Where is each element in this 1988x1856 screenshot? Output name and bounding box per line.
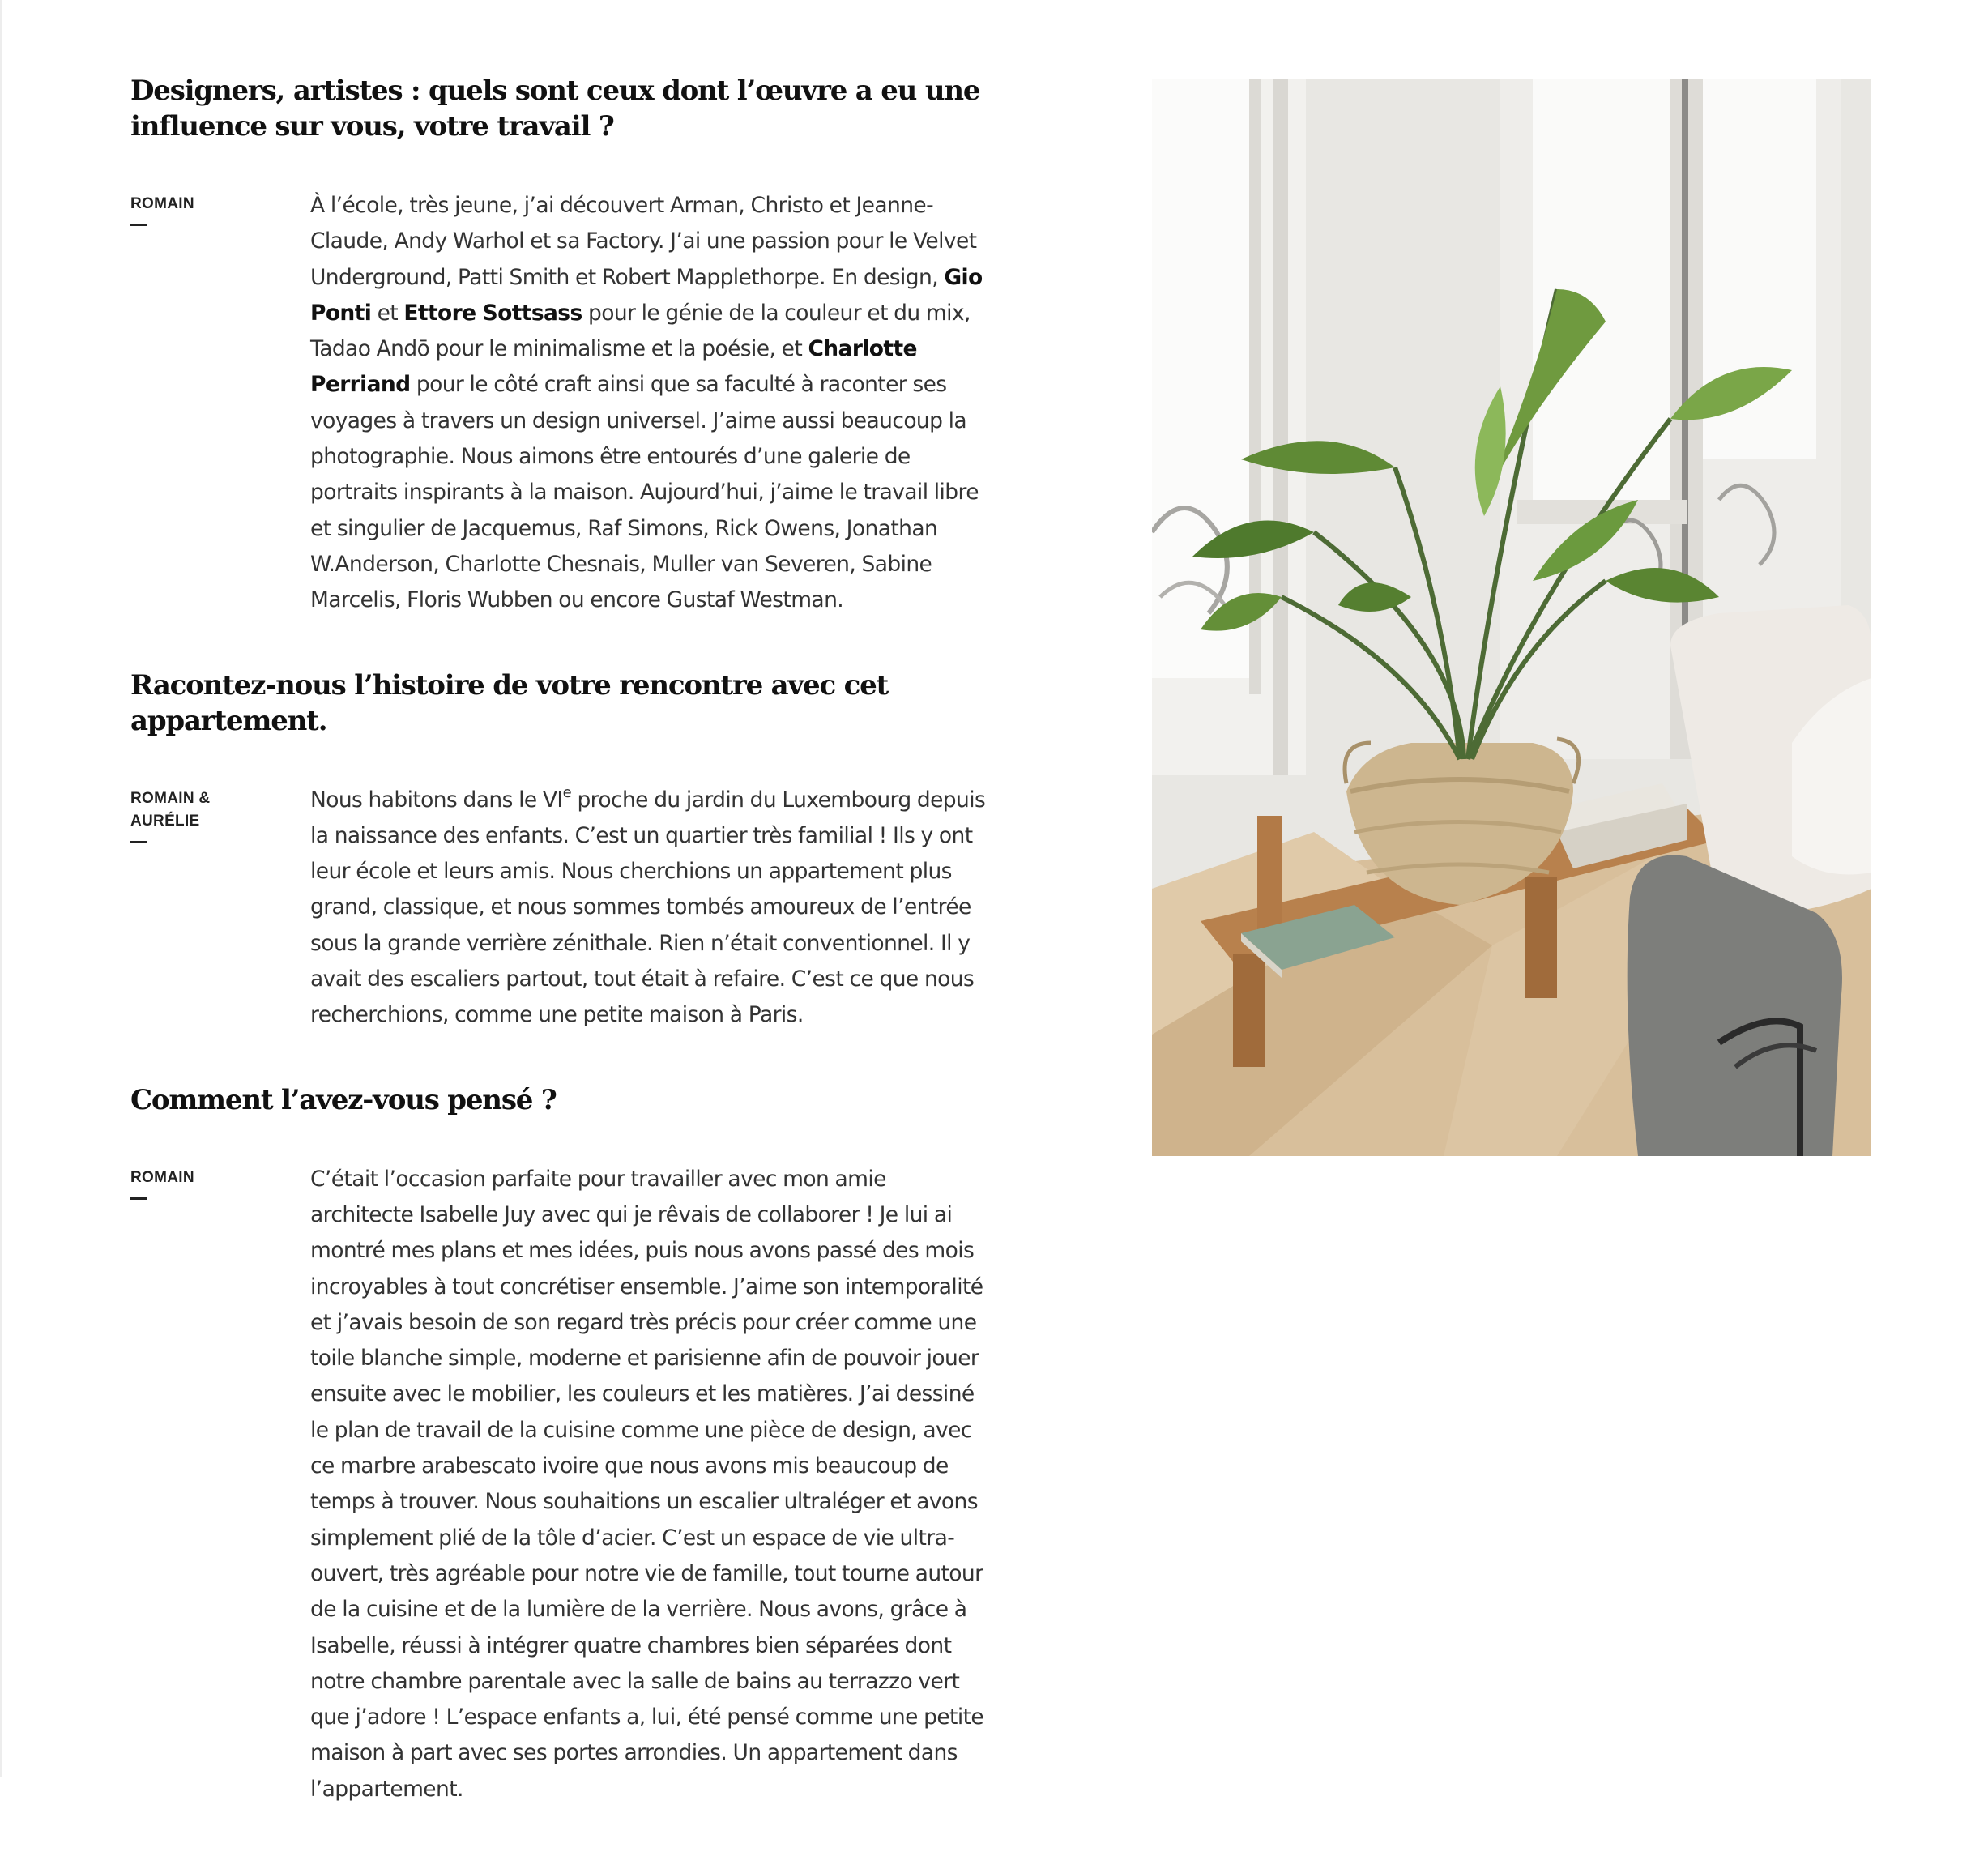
speaker-label [130,787,268,843]
speaker-dash [130,1197,147,1200]
page-edge-divider [0,0,2,1777]
interior-photo [1152,79,1871,1156]
answer-highlight-name: Charlotte Perriand [310,336,917,398]
question-heading-influences: Designers, artistes : quels sont ceux dont l’œuvre a eu une influence sur vous, votre travail ? [130,75,980,143]
answer-text-part: Nous habitons dans le VI [310,787,563,813]
answer-text-part: C’était l’occasion parfaite pour travailler avec mon amie architecte Isabelle Juy avec qui je rêvais de collaborer ! Je lui ai montré mes plans et mes idées, puis nous avons passé des mois incroyables à tout concrétiser ensemble. J’aime son intemporalité et j’avais besoin de son regard très précis pour créer comme une toile blanche simple, moderne et parisienne afin de pouvoir jouer ensuite avec le mobilier, les couleurs et les matières. J’ai dessiné le plan de travail de la cuisine comme une pièce de design, avec ce marbre arabescato ivoire que nous avons mis beaucoup de temps à trouver. Nous souhaitions un escalier ultraléger et avons simplement plié de la tôle d’acier. C’est un espace de vie ultra-ouvert, très agréable pour notre vie de famille, tout tourne autour de la cuisine et de la lumière de la verrière. Nous avons, grâce à Isabelle, réussi à intégrer quatre chambres bien séparées dont notre chambre parentale avec la salle de bains au terrazzo vert que j’adore ! L’espace enfants a, lui, été pensé comme une petite maison à part avec ses portes arrondies. Un appartement dans l’appartement. [310,1166,984,1802]
answer-text-part: pour le côté craft ainsi que sa faculté à raconter ses voyages à travers un design universel. J’aime aussi beaucoup la photographie. Nous aimons être entourés d’une galerie de portraits inspirants à la maison. Aujourd’hui, j’aime le travail libre et singulier de Jacquemus, Raf Simons, Rick Owens, Jonathan W.Anderson, Charlotte Chesnais, Muller van Severen, Sabine Marcelis, Floris Wubben ou encore Gustaf Westman. [310,372,979,613]
speaker-name: ROMAIN [130,1168,194,1186]
answer-superscript: e [562,783,572,801]
answer-text [310,188,989,619]
answer-highlight-name: Gio Ponti [310,264,983,326]
answer-text-part: pour le génie de la couleur et du mix, Tadao Andō pour le minimalisme et la poésie, et [310,300,971,362]
interview-column [130,73,989,1856]
speaker-label [130,193,268,226]
answer-block-apartment-story [130,783,989,1034]
speaker-dash [130,841,147,843]
question-heading-apartment-story: Racontez-nous l’histoire de votre rencontre avec cet appartement. [130,668,889,737]
answer-text-part: proche du jardin du Luxembourg depuis la naissance des enfants. C’est un quartier très familial ! Ils y ont leur école et leurs amis. Nous cherchions un appartement plus grand, classique, et nous sommes tombés amoureux de l’entrée sous la grande verrière zénithale. Rien n’était conventionnel. Il y avait des escaliers partout, tout était à refaire. C’est ce que nous recherchions, comme une petite maison à Paris. [310,787,986,1028]
speaker-name: AURÉLIE [130,812,200,830]
answer-highlight-name: Ettore Sottsass [403,300,582,326]
answer-text [310,1162,989,1807]
answer-text [310,783,989,1034]
speaker-dash [130,224,147,226]
speaker-name: ROMAIN [130,195,194,212]
answer-text-part: À l’école, très jeune, j’ai découvert Arman, Christo et Jeanne-Claude, Andy Warhol et sa Factory. J’ai une passion pour le Velvet Underground, Patti Smith et Robert Mapplethorpe. En design, [310,193,977,290]
answer-text-part: et [371,300,404,326]
interior-photo-illustration [1152,79,1871,1156]
answer-block-design-approach [130,1162,989,1807]
speaker-label [130,1167,268,1200]
question-heading-design-approach: Comment l’avez-vous pensé ? [130,1083,557,1116]
speaker-name: ROMAIN & [130,789,211,807]
answer-block-influences [130,188,989,619]
